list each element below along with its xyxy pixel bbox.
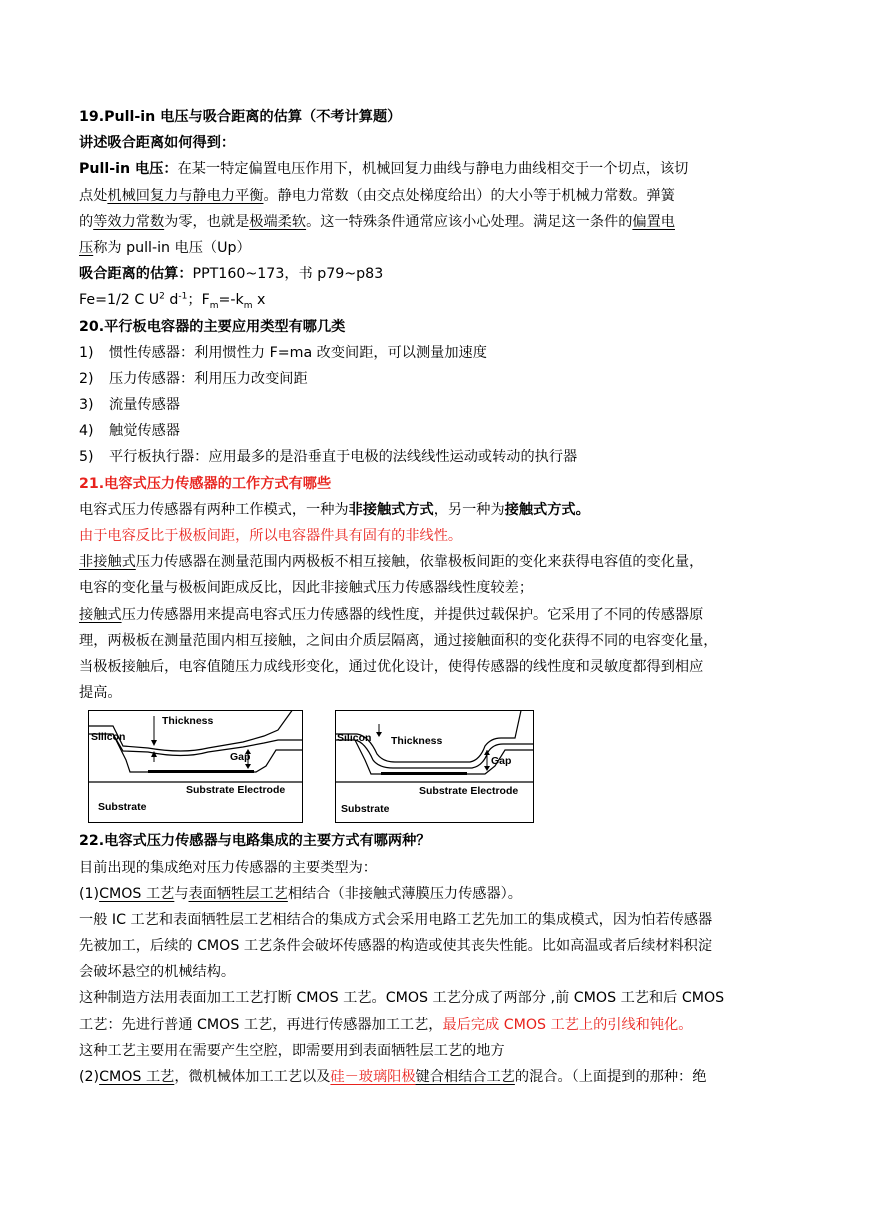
paragraph-line: 这种制造方法用表面加工工艺打断 CMOS 工艺。CMOS 工艺分成了两部分 ,前 CMOS 工艺和后 CMOS	[79, 990, 725, 1007]
paragraph-line	[79, 1012, 795, 1038]
modes-line	[79, 497, 795, 523]
substrate-label: Substrate	[98, 801, 147, 814]
pull-in-paragraph-line-2	[79, 183, 795, 209]
text-run: 与	[174, 885, 189, 902]
underlined-term: 极端柔软	[249, 213, 307, 230]
formula-sub: m	[243, 301, 253, 312]
text-run: 压力传感器在测量范围内两极板不相互接触，依靠极板间距的变化来获得电容值的变化量，	[135, 554, 704, 571]
underlined-term: 表面牺牲层工艺	[188, 885, 288, 902]
text-run: 压力传感器用来提高电容式压力传感器的线性度，并提供过载保护。它采用了不同的传感器原	[121, 606, 704, 623]
underlined-term: CMOS 工艺	[99, 885, 175, 902]
contact-line-2: 理，两极板在测量范围内相互接触，之间由介质层隔离，通过接触面积的变化获得不同的电容变化量，	[79, 632, 718, 649]
text-run: 。这一特殊条件通常应该小心处理。满足这一条件的	[306, 213, 633, 230]
text-run: 的	[79, 213, 94, 230]
formula-part: x	[252, 292, 266, 309]
bold-term: 接触式方式。	[504, 501, 590, 518]
text-run: 点处	[79, 187, 108, 204]
text-run: 称为 pull-in 电压（Up）	[93, 239, 251, 256]
paragraph-line: 一般 IC 工艺和表面牺牲层工艺相结合的集成方式会采用电路工艺先加工的集成模式，因为怕若传感器	[79, 911, 713, 928]
underlined-term: 偏置电	[632, 213, 675, 230]
text-run: 相结合（非接触式薄膜压力传感器）。	[287, 885, 522, 902]
formula-sup: -1	[178, 291, 188, 302]
intro-line: 目前出现的集成绝对压力传感器的主要类型为：	[79, 859, 377, 876]
electrode-label: Substrate Electrode	[186, 784, 286, 797]
nonlinearity-note: 由于电容反比于极板间距，所以电容器件具有固有的非线性。	[79, 528, 463, 544]
list-number: 2)	[79, 370, 94, 387]
text-run: 工艺：先进行普通 CMOS 工艺，再进行传感器加工工艺，	[79, 1016, 443, 1033]
silicon-label: Silicon	[337, 732, 372, 745]
text-run: (2)	[79, 1069, 100, 1085]
list-text: 惯性传感器：利用惯性力 F=ma 改变间距，可以测量加速度	[109, 344, 487, 361]
formula-part: d	[164, 292, 179, 309]
gap-label: Gap	[230, 751, 251, 764]
text-run: 的混合。（上面提到的那种：绝	[514, 1069, 707, 1085]
list-number: 1)	[79, 344, 94, 361]
underlined-term: 键合相结合工艺	[415, 1069, 515, 1085]
pull-in-paragraph-line-4	[79, 235, 795, 261]
list-text: 平行板执行器：应用最多的是沿垂直于电极的法线线性运动或转动的执行器	[109, 449, 578, 466]
list-text: 压力传感器：利用压力改变间距	[109, 370, 308, 387]
pull-in-label: Pull-in 电压：	[79, 161, 178, 178]
list-number: 5)	[79, 449, 94, 466]
thickness-label: Thickness	[391, 735, 443, 748]
text-run: 。静电力常数（由交点处梯度给出）的大小等于机械力常数。弹簧	[263, 187, 675, 204]
underlined-term: CMOS 工艺	[99, 1069, 175, 1085]
section-19-question: 讲述吸合距离如何得到：	[79, 135, 236, 152]
list-item	[79, 418, 795, 444]
list-text: 触觉传感器	[109, 423, 180, 440]
formula-part: ；F	[187, 292, 210, 309]
underlined-term: 压	[79, 239, 94, 256]
list-item	[79, 366, 795, 392]
section-22-title: 22.电容式压力传感器与电路集成的主要方式有哪两种？	[79, 833, 431, 850]
underlined-term: 非接触式	[79, 554, 136, 571]
list-item	[79, 444, 795, 470]
list-number: 3)	[79, 397, 94, 414]
list-item	[79, 392, 795, 418]
text-run: (1)	[79, 885, 100, 902]
contact-line-1	[79, 602, 795, 628]
text-run: 电容式压力传感器有两种工作模式，一种为	[79, 501, 349, 518]
pull-in-paragraph-line-1	[79, 156, 795, 182]
list-text: 流量传感器	[109, 397, 180, 414]
underlined-term: 接触式	[79, 606, 122, 623]
silicon-label: Silicon	[91, 731, 126, 744]
electrode-label: Substrate Electrode	[419, 785, 519, 798]
paragraph-line: 先被加工，后续的 CMOS 工艺条件会破坏传感器的构造或使其丧失性能。比如高温或者后续材料积淀	[79, 938, 713, 955]
paragraph-line: 这种工艺主要用在需要产生空腔，即需要用到表面牺牲层工艺的地方	[79, 1042, 505, 1059]
underlined-term: 机械回复力与静电力平衡	[107, 187, 264, 204]
contact-sensor-diagram	[335, 710, 534, 823]
text-run: ，微机械体加工工艺以及	[174, 1069, 331, 1085]
contact-line-4: 提高。	[79, 685, 122, 702]
pull-in-paragraph-line-3	[79, 209, 795, 235]
formula-part: =-k	[218, 292, 244, 309]
document-page	[79, 104, 795, 1090]
text-run: 为零，也就是	[164, 213, 250, 230]
paragraph-line: 会破坏悬空的机械结构。	[79, 964, 236, 981]
formula-sub: m	[209, 301, 219, 312]
formula-line	[79, 287, 795, 313]
method-1-line	[79, 881, 795, 907]
text-run: 在某一特定偏置电压作用下，机械回复力曲线与静电力曲线相交于一个切点，该切	[177, 161, 689, 178]
estimate-label: 吸合距离的估算：	[79, 266, 193, 283]
noncontact-line-2: 电容的变化量与极板间距成反比，因此非接触式压力传感器线性度较差；	[79, 580, 534, 597]
section-21-title: 21.电容式压力传感器的工作方式有哪些	[79, 475, 332, 492]
underlined-term: 等效力常数	[93, 213, 165, 230]
list-item	[79, 340, 795, 366]
gap-label: Gap	[491, 755, 512, 768]
estimate-text: PPT160~173，书 p79~p83	[192, 266, 384, 283]
substrate-label: Substrate	[341, 803, 390, 816]
text-run: ，另一种为	[433, 501, 505, 518]
section-20-title: 20.平行板电容器的主要应用类型有哪几类	[79, 318, 346, 335]
bold-term: 非接触式方式	[348, 501, 434, 518]
contact-line-3: 当极板接触后，电容值随压力成线形变化，通过优化设计，使得传感器的线性度和灵敏度都得到相应	[79, 658, 704, 675]
noncontact-sensor-diagram	[88, 710, 303, 823]
formula-part: Fe=1/2 C U	[79, 292, 160, 309]
red-text: 最后完成 CMOS 工艺上的引线和钝化。	[442, 1016, 693, 1033]
red-underlined-term: 硅－玻璃阳极	[330, 1069, 416, 1085]
formula-sup: 2	[159, 291, 165, 302]
list-number: 4)	[79, 423, 94, 440]
section-19-title: 19.Pull-in 电压与吸合距离的估算（不考计算题）	[79, 109, 402, 125]
method-2-line	[79, 1064, 795, 1090]
sensor-figures	[79, 710, 795, 825]
noncontact-line-1	[79, 549, 795, 575]
thickness-label: Thickness	[162, 715, 214, 728]
estimate-line	[79, 261, 795, 287]
